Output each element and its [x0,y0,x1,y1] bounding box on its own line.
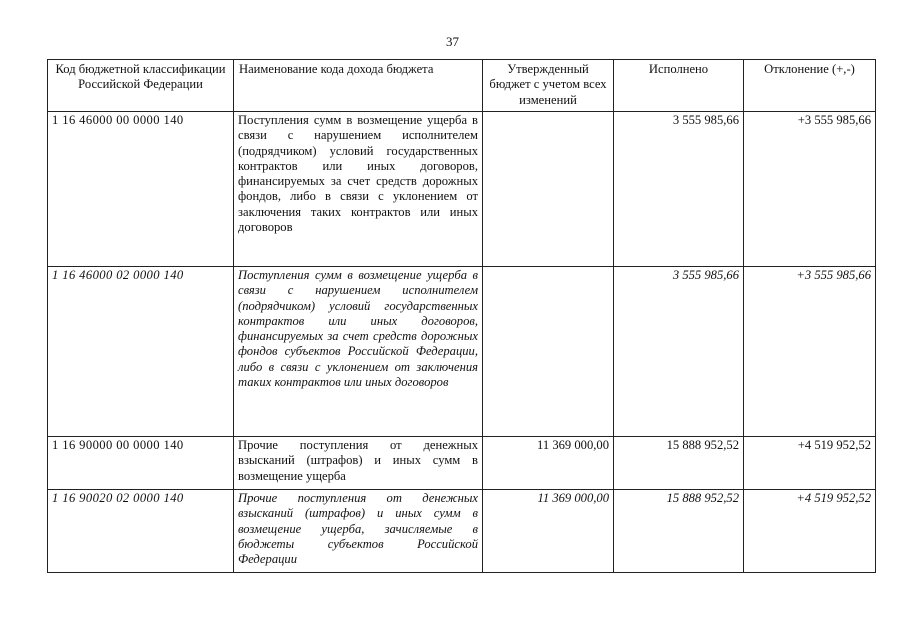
cell-code: 1 16 90020 02 0000 140 [48,490,234,573]
cell-executed: 15 888 952,52 [614,437,744,490]
cell-deviation: +4 519 952,52 [744,437,876,490]
budget-income-table [47,59,876,573]
cell-name: Поступления сумм в возмещение ущерба в связи с нарушением исполнителем (подрядчиком) условий государственных контрактов или иных договоров, финансируемых за счет средств дорожных фондов, либо в связи с уклонением от заключения таких контрактов или иных договоров [234,112,483,267]
cell-approved: 11 369 000,00 [483,490,614,573]
cell-code: 1 16 46000 02 0000 140 [48,267,234,437]
table-row [48,267,876,437]
page-number: 37 [446,34,459,49]
cell-name: Прочие поступления от денежных взысканий (штрафов) и иных сумм в возмещение ущерба, зачисляемые в бюджеты субъектов Российской Федерации [234,490,483,573]
cell-code: 1 16 90000 00 0000 140 [48,437,234,490]
cell-deviation: +3 555 985,66 [744,112,876,267]
header-name: Наименование кода дохода бюджета [234,60,483,112]
cell-approved [483,267,614,437]
table-row [48,490,876,573]
header-code: Код бюджетной классификации Российской Федерации [48,60,234,112]
header-approved: Утвержденный бюджет с учетом всех изменений [483,60,614,112]
cell-approved [483,112,614,267]
cell-executed: 3 555 985,66 [614,267,744,437]
header-deviation: Отклонение (+,-) [744,60,876,112]
header-executed: Исполнено [614,60,744,112]
cell-name: Поступления сумм в возмещение ущерба в связи с нарушением исполнителем (подрядчиком) условий государственных контрактов или иных договоров, финансируемых за счет средств дорожных фондов субъектов Российской Федерации, либо в связи с уклонением от заключения таких контрактов или иных договоров [234,267,483,437]
cell-executed: 15 888 952,52 [614,490,744,573]
cell-deviation: +4 519 952,52 [744,490,876,573]
cell-code: 1 16 46000 00 0000 140 [48,112,234,267]
cell-deviation: +3 555 985,66 [744,267,876,437]
table-row [48,112,876,267]
cell-executed: 3 555 985,66 [614,112,744,267]
cell-name: Прочие поступления от денежных взысканий (штрафов) и иных сумм в возмещение ущерба [234,437,483,490]
table-row [48,437,876,490]
cell-approved: 11 369 000,00 [483,437,614,490]
table-header-row [48,60,876,112]
